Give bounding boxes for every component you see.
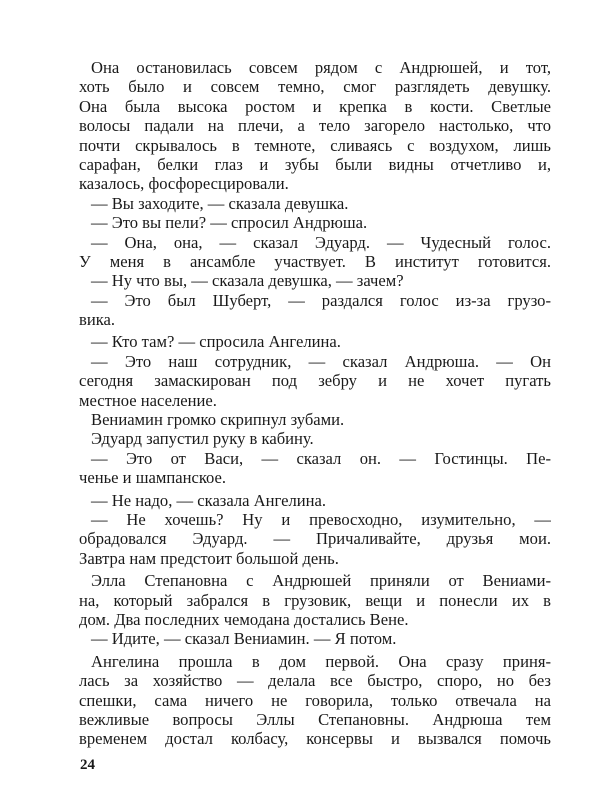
text-line: — Кто там? — спросила Ангелина. bbox=[91, 332, 341, 352]
text-line: сарафан, белки глаз и зубы были видны отчетливо и, bbox=[79, 154, 551, 174]
text-line: сегодня замаскирован под зебру и не хочет пугать bbox=[79, 371, 551, 391]
text-line: — Не хочешь? Ну и превосходно, изумительно, — bbox=[91, 509, 551, 529]
text-line: временем достал колбасу, консервы и вызвался помочь bbox=[79, 729, 551, 749]
page-number: 24 bbox=[80, 757, 95, 773]
text-line: Она была высока ростом и крепка в кости. Светлые bbox=[79, 96, 551, 116]
body-text bbox=[79, 58, 551, 749]
text-line: — Она, она, — сказал Эдуард. — Чудесный голос. bbox=[91, 232, 551, 252]
text-line: — Вы заходите, — сказала девушка. bbox=[91, 193, 349, 213]
text-line: Элла Степановна с Андрюшей приняли от Вениами- bbox=[91, 571, 551, 591]
text-line: обрадовался Эдуард. — Причаливайте, друзья мои. bbox=[79, 529, 551, 549]
text-line: — Ну что вы, — сказала девушка, — зачем? bbox=[91, 271, 404, 291]
text-line: дом. Два последних чемодана достались Вене. bbox=[79, 609, 409, 629]
text-line: — Это был Шуберт, — раздался голос из-за грузо- bbox=[91, 290, 551, 310]
text-line: вика. bbox=[79, 310, 116, 330]
text-line: казалось, фосфоресцировали. bbox=[79, 174, 289, 194]
text-line: — Это вы пели? — спросил Андрюша. bbox=[91, 213, 368, 233]
text-line: Она остановилась совсем рядом с Андрюшей, и тот, bbox=[91, 58, 551, 77]
text-line: волосы падали на плечи, а тело загорело настолько, что bbox=[79, 116, 551, 136]
text-line: спешки, сама ничего не говорила, только отвечала на bbox=[79, 690, 551, 710]
text-line: почти скрывалось в темноте, сливаясь с воздухом, лишь bbox=[79, 135, 551, 155]
text-line: — Не надо, — сказала Ангелина. bbox=[91, 490, 327, 510]
text-line: Завтра нам предстоит большой день. bbox=[79, 548, 339, 568]
text-line: — Идите, — сказал Вениамин. — Я потом. bbox=[91, 629, 397, 649]
text-line: лась за хозяйство — делала все быстро, споро, но без bbox=[79, 671, 551, 691]
text-line: Эдуард запустил руку в кабину. bbox=[91, 429, 314, 449]
text-line: местное население. bbox=[79, 390, 217, 410]
text-line: — Это от Васи, — сказал он. — Гостинцы. Пе- bbox=[91, 448, 551, 468]
text-line: У меня в ансамбле участвует. В институт готовится. bbox=[79, 251, 551, 271]
text-line: хоть было и совсем темно, смог разглядеть девушку. bbox=[79, 77, 551, 97]
text-line: ченье и шампанское. bbox=[79, 468, 227, 488]
text-line: Вениамин громко скрипнул зубами. bbox=[91, 410, 345, 430]
text-line: — Это наш сотрудник, — сказал Андрюша. — Он bbox=[91, 351, 551, 371]
text-line: Ангелина прошла в дом первой. Она сразу приня- bbox=[91, 651, 551, 671]
text-line: на, который забрался в грузовик, вещи и понесли их в bbox=[79, 590, 551, 610]
text-line: вежливые вопросы Эллы Степановны. Андрюша тем bbox=[79, 709, 551, 729]
